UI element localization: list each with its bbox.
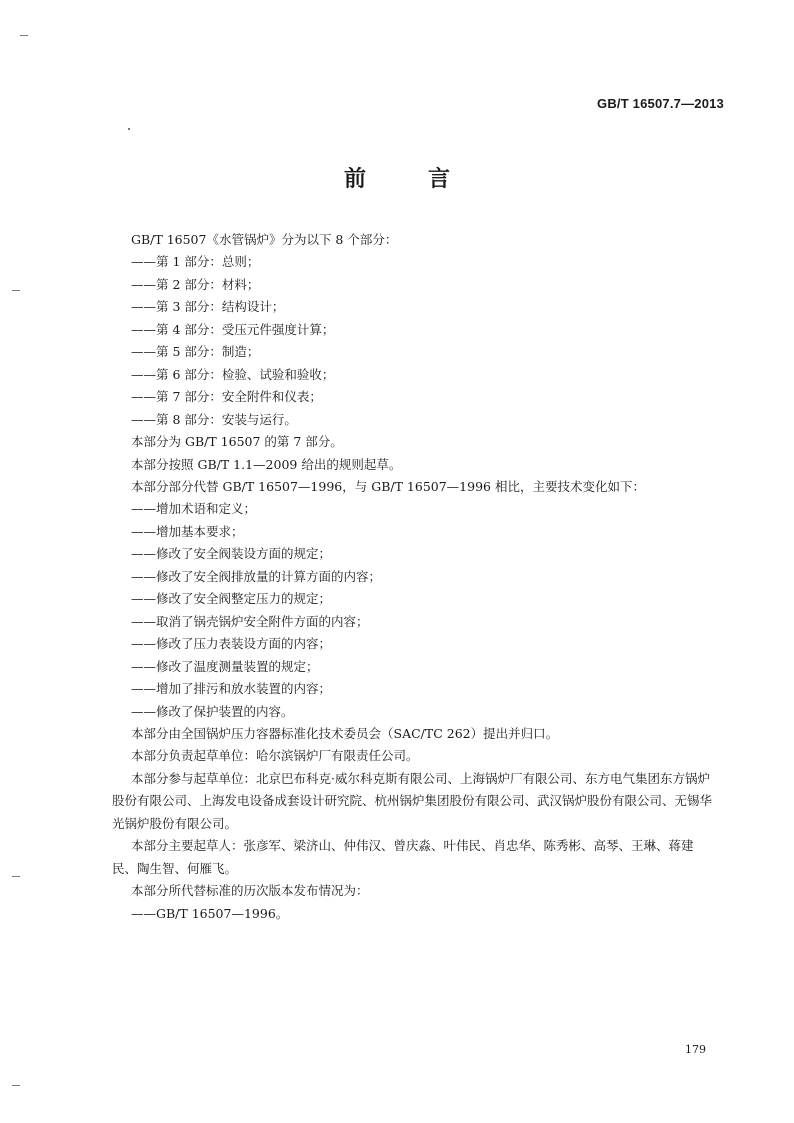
paragraph: ——第 7 部分：安全附件和仪表； bbox=[131, 389, 322, 405]
paragraph: ——第 4 部分：受压元件强度计算； bbox=[131, 321, 335, 337]
paragraph: ——增加基本要求； bbox=[131, 523, 244, 539]
paragraph: ——GB/T 16507—1996。 bbox=[131, 905, 289, 921]
paragraph: 本部分部分代替 GB/T 16507—1996，与 GB/T 16507—1996 相比，主要技术变化如下： bbox=[131, 478, 645, 494]
paragraph: ——修改了安全阀整定压力的规定； bbox=[131, 591, 332, 607]
paragraph: GB/T 16507《水管锅炉》分为以下 8 个部分： bbox=[131, 232, 398, 247]
standard-number: GB/T 16507.7—2013 bbox=[597, 96, 724, 111]
page-number: 179 bbox=[685, 1043, 706, 1056]
paragraph: 本部分为 GB/T 16507 的第 7 部分。 bbox=[131, 434, 343, 450]
paragraph: ——修改了安全阀排放量的计算方面的内容； bbox=[131, 568, 382, 584]
paragraph: 本部分参与起草单位：北京巴布科克·威尔科克斯有限公司、上海锅炉厂有限公司、东方电气集团东方锅炉股份有限公司、上海发电设备成套设计研究院、杭州锅炉集团股份有限公司、武汉锅炉股份有限公司、无锡华光锅炉股份有限公司。 bbox=[112, 770, 713, 831]
paragraph: ——修改了压力表装设方面的内容； bbox=[131, 636, 332, 652]
scan-mark bbox=[128, 128, 130, 130]
paragraph: 本部分由全国锅炉压力容器标准化技术委员会（SAC/TC 262）提出并归口。 bbox=[131, 725, 559, 741]
paragraph: 本部分主要起草人：张彦军、梁济山、仲伟汉、曾庆淼、叶伟民、肖忠华、陈秀彬、高琴、王琳、蒋建民、陶生智、何雁飞。 bbox=[112, 838, 694, 876]
paragraph: 本部分按照 GB/T 1.1—2009 给出的规则起草。 bbox=[131, 456, 402, 472]
paragraph: ——增加术语和定义； bbox=[131, 501, 257, 517]
scan-mark bbox=[20, 35, 28, 36]
paragraph: ——增加了排污和放水装置的内容； bbox=[131, 681, 332, 697]
page-title: 前 言 bbox=[343, 166, 470, 192]
paragraph: 本部分所代替标准的历次版本发布情况为： bbox=[131, 883, 369, 899]
paragraph: ——第 3 部分：结构设计； bbox=[131, 299, 285, 315]
paragraph: ——第 2 部分：材料； bbox=[131, 276, 260, 292]
paragraph: 本部分负责起草单位：哈尔滨锅炉厂有限责任公司。 bbox=[131, 748, 419, 764]
paragraph: ——修改了温度测量装置的规定； bbox=[131, 658, 319, 674]
paragraph: ——第 6 部分：检验、试验和验收； bbox=[131, 366, 335, 382]
paragraph: ——修改了保护装置的内容。 bbox=[131, 703, 294, 719]
foreword-body bbox=[112, 229, 712, 925]
paragraph: ——修改了安全阀装设方面的规定； bbox=[131, 546, 332, 562]
scan-mark bbox=[12, 876, 20, 877]
paragraph: ——第 1 部分：总则； bbox=[131, 254, 260, 270]
paragraph: ——第 8 部分：安装与运行。 bbox=[131, 411, 297, 427]
paragraph: ——第 5 部分：制造； bbox=[131, 344, 260, 360]
paragraph: ——取消了锅壳锅炉安全附件方面的内容； bbox=[131, 613, 369, 629]
scan-mark bbox=[12, 1085, 20, 1086]
scan-mark bbox=[12, 290, 20, 291]
